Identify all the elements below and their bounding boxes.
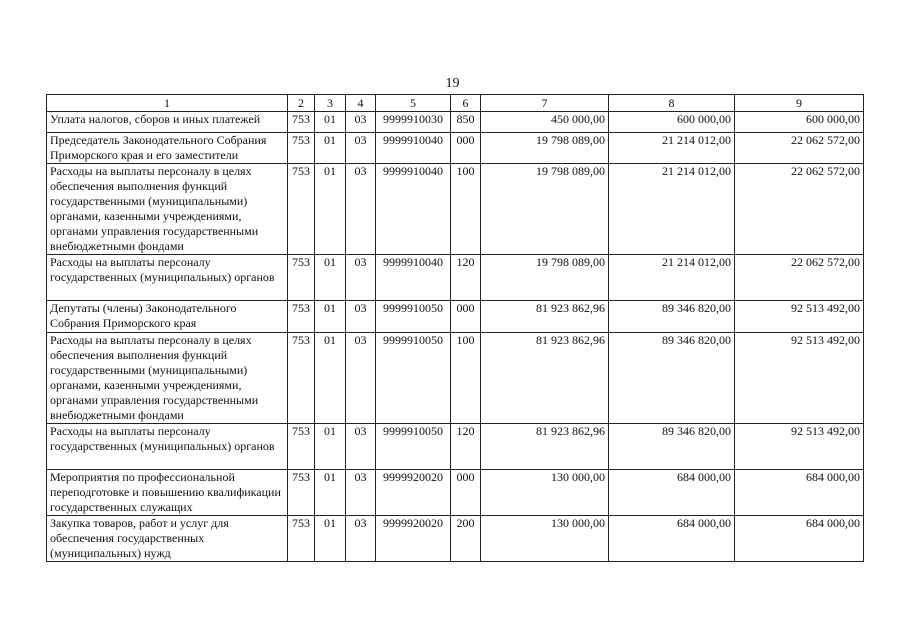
grbs-cell: 753 <box>288 470 315 516</box>
amount-col7-cell: 19 798 089,00 <box>481 133 609 164</box>
section-cell: 01 <box>315 255 346 301</box>
subsection-cell: 03 <box>346 112 376 133</box>
amount-col7-cell: 130 000,00 <box>481 516 609 562</box>
row-name-cell: Депутаты (члены) Законодательного Собрания Приморского края <box>47 301 288 333</box>
table-row <box>47 255 864 301</box>
row-name-cell: Расходы на выплаты персоналу в целях обеспечения выполнения функций государственными (муниципальными) органами, казенными учреждениями, органами управления государственными внебюджетными фондами <box>47 333 288 424</box>
expense-type-cell: 100 <box>451 164 481 255</box>
amount-col8-cell: 600 000,00 <box>609 112 735 133</box>
section-cell: 01 <box>315 470 346 516</box>
table-row <box>47 470 864 516</box>
grbs-cell: 753 <box>288 133 315 164</box>
target-article-cell: 9999910040 <box>376 255 451 301</box>
amount-col9-cell: 684 000,00 <box>735 516 864 562</box>
subsection-cell: 03 <box>346 301 376 333</box>
header-cell: 6 <box>451 95 481 112</box>
grbs-cell: 753 <box>288 301 315 333</box>
amount-col7-cell: 81 923 862,96 <box>481 301 609 333</box>
grbs-cell: 753 <box>288 516 315 562</box>
subsection-cell: 03 <box>346 255 376 301</box>
subsection-cell: 03 <box>346 470 376 516</box>
amount-col8-cell: 89 346 820,00 <box>609 424 735 470</box>
expense-type-cell: 120 <box>451 424 481 470</box>
section-cell: 01 <box>315 516 346 562</box>
amount-col9-cell: 92 513 492,00 <box>735 301 864 333</box>
section-cell: 01 <box>315 164 346 255</box>
target-article-cell: 9999920020 <box>376 470 451 516</box>
section-cell: 01 <box>315 301 346 333</box>
amount-col8-cell: 21 214 012,00 <box>609 133 735 164</box>
page-number: 19 <box>445 76 460 91</box>
amount-col8-cell: 684 000,00 <box>609 470 735 516</box>
header-cell: 5 <box>376 95 451 112</box>
section-cell: 01 <box>315 112 346 133</box>
amount-col7-cell: 450 000,00 <box>481 112 609 133</box>
amount-col7-cell: 81 923 862,96 <box>481 424 609 470</box>
table-row <box>47 333 864 424</box>
subsection-cell: 03 <box>346 133 376 164</box>
header-cell: 1 <box>47 95 288 112</box>
subsection-cell: 03 <box>346 424 376 470</box>
amount-col9-cell: 92 513 492,00 <box>735 333 864 424</box>
row-name-cell: Председатель Законодательного Собрания Приморского края и его заместители <box>47 133 288 164</box>
subsection-cell: 03 <box>346 333 376 424</box>
target-article-cell: 9999910040 <box>376 164 451 255</box>
header-cell: 8 <box>609 95 735 112</box>
amount-col7-cell: 130 000,00 <box>481 470 609 516</box>
subsection-cell: 03 <box>346 516 376 562</box>
table-row <box>47 301 864 333</box>
expense-type-cell: 100 <box>451 333 481 424</box>
row-name-cell: Расходы на выплаты персоналу государственных (муниципальных) органов <box>47 424 288 470</box>
expense-type-cell: 000 <box>451 470 481 516</box>
section-cell: 01 <box>315 333 346 424</box>
target-article-cell: 9999910030 <box>376 112 451 133</box>
amount-col8-cell: 89 346 820,00 <box>609 333 735 424</box>
grbs-cell: 753 <box>288 255 315 301</box>
grbs-cell: 753 <box>288 112 315 133</box>
amount-col7-cell: 19 798 089,00 <box>481 164 609 255</box>
row-name-cell: Закупка товаров, работ и услуг для обеспечения государственных (муниципальных) нужд <box>47 516 288 562</box>
expense-type-cell: 120 <box>451 255 481 301</box>
table-row <box>47 424 864 470</box>
amount-col8-cell: 89 346 820,00 <box>609 301 735 333</box>
grbs-cell: 753 <box>288 424 315 470</box>
table-row <box>47 516 864 562</box>
table-row <box>47 112 864 133</box>
amount-col9-cell: 600 000,00 <box>735 112 864 133</box>
table-row <box>47 164 864 255</box>
amount-col7-cell: 81 923 862,96 <box>481 333 609 424</box>
amount-col9-cell: 22 062 572,00 <box>735 255 864 301</box>
grbs-cell: 753 <box>288 164 315 255</box>
expense-type-cell: 000 <box>451 301 481 333</box>
header-cell: 7 <box>481 95 609 112</box>
amount-col7-cell: 19 798 089,00 <box>481 255 609 301</box>
target-article-cell: 9999910050 <box>376 424 451 470</box>
expense-type-cell: 000 <box>451 133 481 164</box>
amount-col9-cell: 684 000,00 <box>735 470 864 516</box>
target-article-cell: 9999910040 <box>376 133 451 164</box>
amount-col9-cell: 92 513 492,00 <box>735 424 864 470</box>
target-article-cell: 9999910050 <box>376 333 451 424</box>
section-cell: 01 <box>315 133 346 164</box>
table-row <box>47 133 864 164</box>
amount-col9-cell: 22 062 572,00 <box>735 133 864 164</box>
subsection-cell: 03 <box>346 164 376 255</box>
target-article-cell: 9999910050 <box>376 301 451 333</box>
row-name-cell: Расходы на выплаты персоналу государственных (муниципальных) органов <box>47 255 288 301</box>
grbs-cell: 753 <box>288 333 315 424</box>
header-cell: 2 <box>288 95 315 112</box>
budget-table <box>46 94 864 562</box>
section-cell: 01 <box>315 424 346 470</box>
expense-type-cell: 850 <box>451 112 481 133</box>
row-name-cell: Мероприятия по профессиональной переподготовке и повышению квалификации государственных служащих <box>47 470 288 516</box>
header-cell: 3 <box>315 95 346 112</box>
header-cell: 4 <box>346 95 376 112</box>
row-name-cell: Уплата налогов, сборов и иных платежей <box>47 112 288 133</box>
header-cell: 9 <box>735 95 864 112</box>
amount-col9-cell: 22 062 572,00 <box>735 164 864 255</box>
row-name-cell: Расходы на выплаты персоналу в целях обеспечения выполнения функций государственными (муниципальными) органами, казенными учреждениями, органами управления государственными внебюджетными фондами <box>47 164 288 255</box>
header-row <box>47 95 864 112</box>
amount-col8-cell: 21 214 012,00 <box>609 164 735 255</box>
target-article-cell: 9999920020 <box>376 516 451 562</box>
amount-col8-cell: 684 000,00 <box>609 516 735 562</box>
amount-col8-cell: 21 214 012,00 <box>609 255 735 301</box>
expense-type-cell: 200 <box>451 516 481 562</box>
